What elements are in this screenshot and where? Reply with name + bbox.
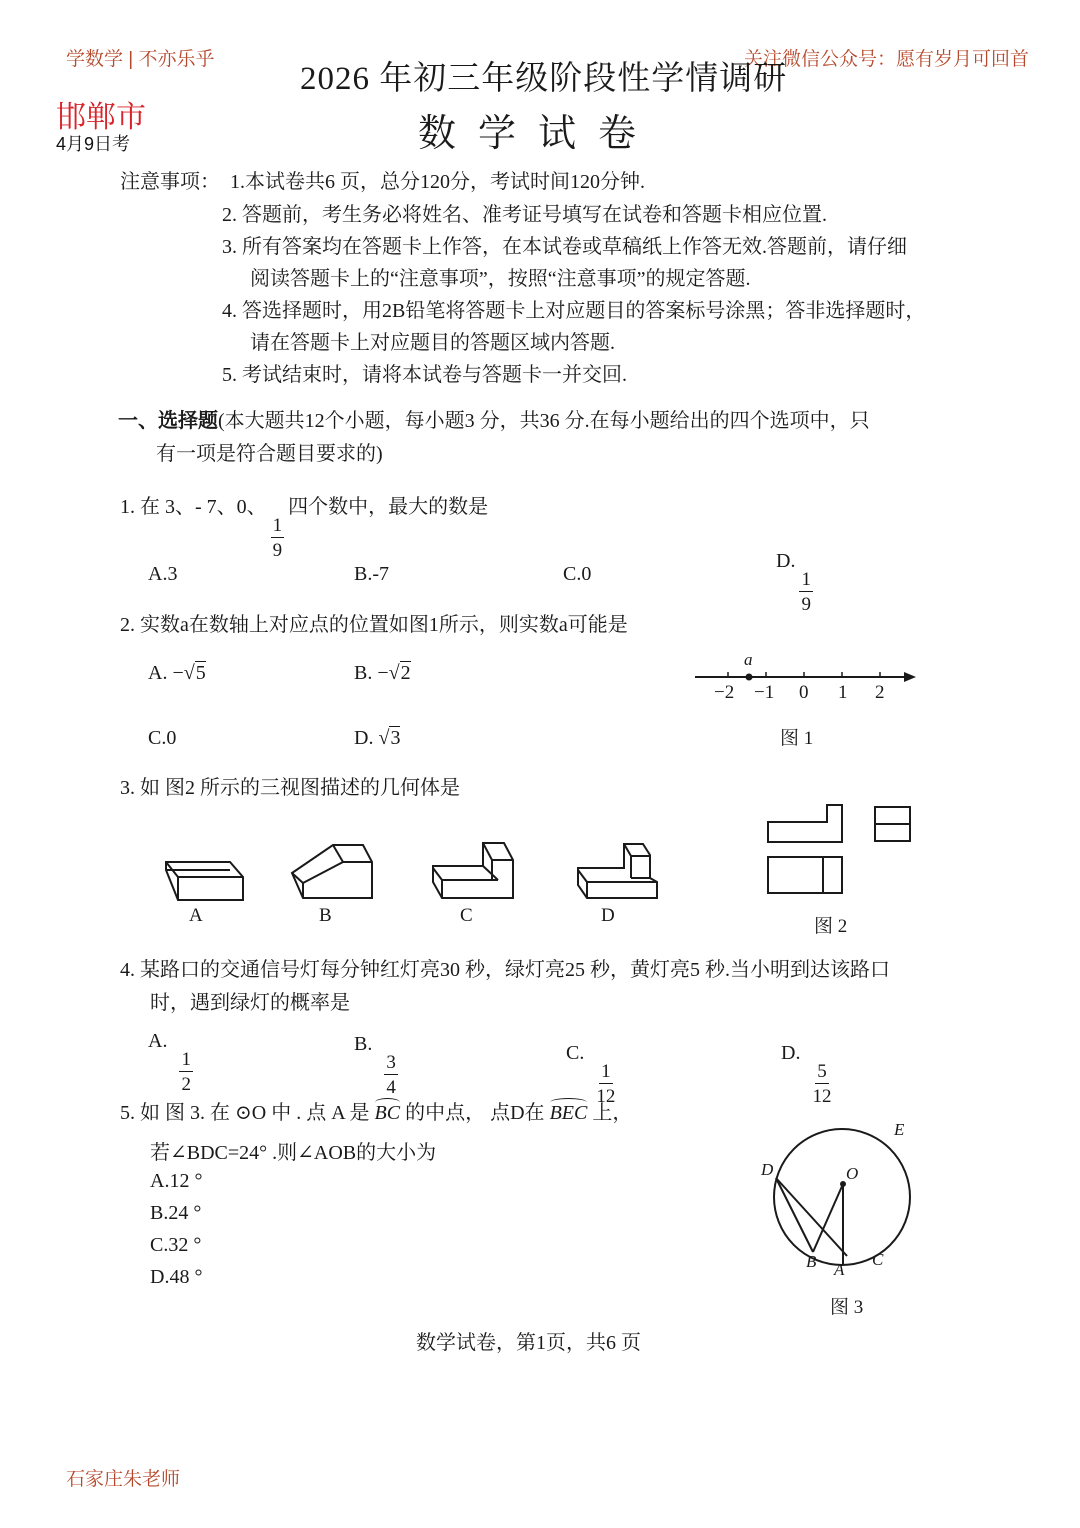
solid-b-icon: [292, 845, 372, 898]
notice-label: 注意事项：: [120, 171, 220, 193]
watermark-top-right: 关注微信公众号：愿有岁月可回首: [744, 49, 1030, 70]
q2-option-b-label: B. −: [354, 662, 389, 684]
q5-option-a[interactable]: A.12 °: [150, 1170, 203, 1192]
q1-option-b[interactable]: B.-7: [354, 563, 389, 585]
q2-option-a[interactable]: A. −√5: [148, 662, 206, 684]
q1-option-c[interactable]: C.0: [563, 563, 592, 585]
question-4-stem-line1: 4. 某路口的交通信号灯每分钟红灯亮30 秒，绿灯亮25 秒，黄灯亮5 秒.当小明到达该路口: [120, 959, 890, 981]
three-view-side-icon: [875, 807, 910, 841]
section-desc-line2: 有一项是符合题目要求的): [156, 443, 383, 465]
frac-num: 1: [601, 1061, 611, 1082]
question-2-stem: 2. 实数a在数轴上对应点的位置如图1所示，则实数a可能是: [120, 614, 628, 636]
q5-stem-part: 5. 如 图 3. 在 ⊙O 中 . 点 A 是: [120, 1102, 375, 1124]
watermark-top-left: 学数学 | 不亦乐乎: [66, 49, 215, 70]
question-3-stem: 3. 如 图2 所示的三视图描述的几何体是: [120, 777, 460, 799]
tick-label: 1: [838, 682, 848, 703]
three-view-front-icon: [768, 805, 842, 842]
arc-bc: BC: [374, 1102, 401, 1124]
q1-option-d-fraction: [799, 570, 813, 614]
page-title: 2026 年初三年级阶段性学情调研: [300, 61, 788, 97]
page-subtitle: 数学试卷: [418, 113, 659, 155]
arc-bec: BEC: [549, 1102, 588, 1124]
q1-frac-den: 9: [272, 540, 283, 561]
q5-option-c[interactable]: C.32 °: [150, 1234, 202, 1256]
fraction: [812, 1062, 831, 1106]
notice-item: 3. 所有答案均在答题卡上作答，在本试卷或草稿纸上作答无效.答题前，请仔细: [222, 236, 907, 258]
option-label: D.: [781, 1042, 801, 1064]
q1-frac-num: 1: [272, 515, 283, 536]
q4-option-d[interactable]: [781, 1042, 835, 1106]
frac-den: 4: [386, 1077, 396, 1098]
q1-fraction: [271, 516, 285, 560]
q3-option-b[interactable]: B: [319, 905, 332, 926]
q2-option-d-radicand: 3: [390, 727, 401, 749]
q1-option-d[interactable]: [776, 550, 817, 614]
frac-den: 2: [181, 1074, 191, 1095]
option-label: C.: [566, 1042, 585, 1064]
point-d-label: D: [761, 1160, 774, 1179]
option-label: B.: [354, 1033, 373, 1055]
tick-label: −2: [714, 682, 735, 703]
solid-d-icon: [578, 844, 657, 898]
figure-1-caption: 图 1: [780, 728, 814, 749]
tick-label: 0: [799, 682, 809, 703]
q3-option-c[interactable]: C: [460, 905, 473, 926]
tick-label: −1: [754, 682, 775, 703]
section-heading: [118, 404, 870, 433]
q2-option-b[interactable]: B. −√2: [354, 662, 411, 684]
fraction: [384, 1053, 398, 1097]
q2-option-a-label: A. −: [148, 662, 184, 684]
q2-option-b-radicand: 2: [400, 662, 411, 684]
tick-label: 2: [875, 682, 885, 703]
city-label: 邯郸市: [56, 101, 146, 134]
q1-option-d-label: D.: [776, 550, 796, 572]
figure-3-caption: 图 3: [830, 1297, 864, 1318]
exam-date: 4月9日考: [56, 134, 131, 154]
circle-figure: [760, 1110, 930, 1280]
q3-option-a[interactable]: A: [189, 905, 203, 926]
option-label: A.: [148, 1030, 168, 1052]
q2-option-a-radicand: 5: [195, 662, 206, 684]
notice-item: 4. 答选择题时，用2B铅笔将答题卡上对应题目的答案标号涂黑；答非选择题时，: [222, 300, 926, 322]
fraction: [179, 1050, 193, 1094]
question-5-stem-line2: 若∠BDC=24° .则∠AOB的大小为: [150, 1142, 437, 1164]
frac-num: 5: [817, 1061, 827, 1082]
notice-item: 5. 考试结束时，请将本试卷与答题卡一并交回.: [222, 364, 627, 386]
number-line-point-label: a: [744, 650, 753, 669]
q3-option-d[interactable]: D: [601, 905, 615, 926]
three-view-top-icon: [768, 857, 842, 893]
frac-den: 9: [801, 594, 811, 615]
q1-stem-prefix: 1. 在 3、- 7、0、: [120, 496, 267, 518]
notice-item: 1.本试卷共6 页，总分120分，考试时间120分钟.: [230, 171, 645, 193]
section-title: 一、选择题: [118, 410, 218, 432]
point-a-label: A: [834, 1260, 845, 1279]
notice-item: 请在答题卡上对应题目的答题区域内答题.: [250, 332, 615, 354]
frac-den: 12: [812, 1086, 832, 1107]
point-e-label: E: [894, 1120, 905, 1139]
q5-option-b[interactable]: B.24 °: [150, 1202, 202, 1224]
q1-option-a[interactable]: A.3: [148, 563, 178, 585]
question-5-stem-line1: [120, 1096, 632, 1125]
q2-option-d-label: D.: [354, 727, 379, 749]
point-o-label: O: [846, 1164, 859, 1183]
frac-num: 1: [801, 569, 811, 590]
watermark-bottom-left: 石家庄朱老师: [66, 1469, 181, 1490]
page-footer: 数学试卷，第1页，共6 页: [416, 1332, 641, 1354]
q1-stem-suffix: 四个数中，最大的数是: [288, 496, 489, 518]
point-b-label: B: [806, 1252, 817, 1271]
q5-stem-part: 的中点， 点D在: [400, 1102, 550, 1124]
point-c-label: C: [872, 1250, 884, 1269]
q5-option-d[interactable]: D.48 °: [150, 1266, 203, 1288]
section-desc: (本大题共12个小题，每小题3 分，共36 分.在每小题给出的四个选项中，只: [218, 410, 870, 432]
frac-num: 1: [181, 1049, 191, 1070]
notice-item: 阅读答题卡上的“注意事项”，按照“注意事项”的规定答题.: [250, 268, 751, 290]
frac-num: 3: [386, 1052, 396, 1073]
q3-solids-figure: [140, 800, 940, 910]
question-1-stem: [120, 490, 488, 560]
question-4-stem-line2: 时，遇到绿灯的概率是: [150, 992, 350, 1014]
q5-stem-part: 上，: [587, 1102, 633, 1124]
q4-option-a[interactable]: [148, 1030, 197, 1094]
q4-option-b[interactable]: [354, 1033, 402, 1097]
solid-c-icon: [433, 843, 513, 898]
q2-option-c[interactable]: C.0: [148, 727, 177, 749]
figure-2-caption: 图 2: [814, 916, 848, 937]
frac-den: 12: [596, 1086, 616, 1107]
q2-option-d[interactable]: D. √3: [354, 727, 401, 749]
solid-a-icon: [166, 862, 243, 900]
notice-item: 2. 答题前，考生务必将姓名、准考证号填写在试卷和答题卡相应位置.: [222, 204, 827, 226]
